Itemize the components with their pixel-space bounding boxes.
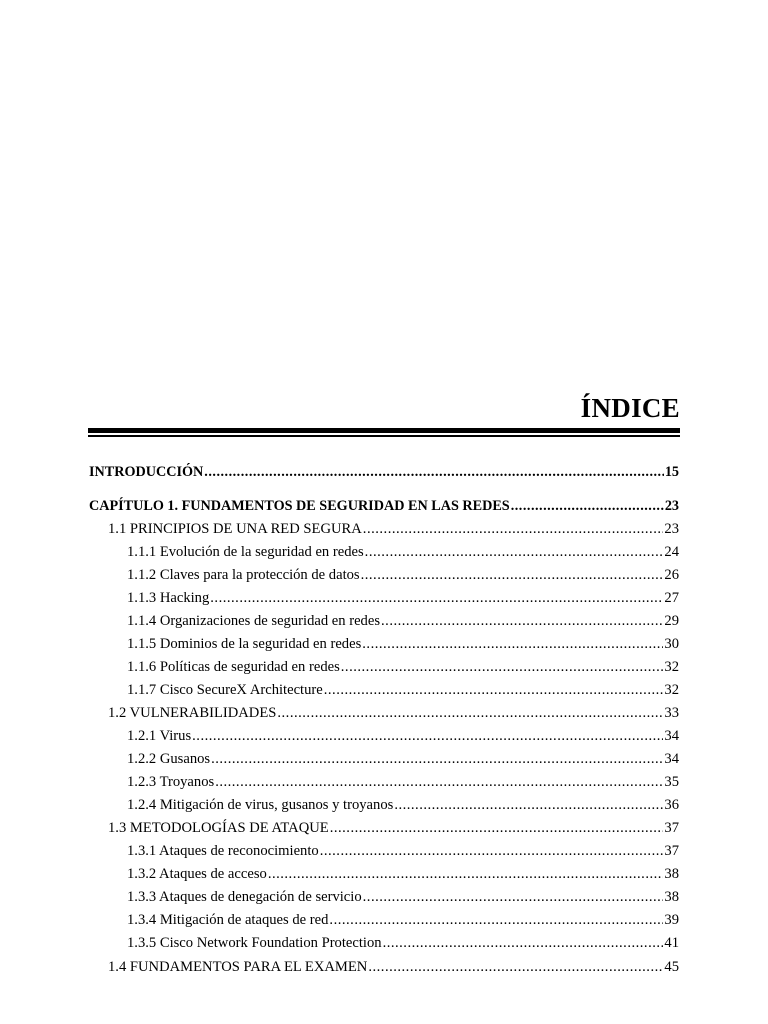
toc-entry-1-2[interactable] <box>108 702 679 724</box>
toc-entry-title: 1.2.1 Virus <box>127 728 192 744</box>
toc-entry-title: 1.2.4 Mitigación de virus, gusanos y troyanos <box>127 797 394 813</box>
toc-entry-1-2-4[interactable] <box>127 794 679 816</box>
toc-entry-page: 29 <box>664 613 679 629</box>
toc-leader-dots <box>394 794 663 816</box>
toc-entry-title: 1.1.6 Políticas de seguridad en redes <box>127 659 340 675</box>
page-title: ÍNDICE <box>580 393 680 423</box>
toc-entry-title: 1.2.3 Troyanos <box>127 774 215 790</box>
toc-leader-dots <box>341 656 664 678</box>
toc-entry-page: 33 <box>664 705 679 721</box>
toc-entry-1-1-7[interactable] <box>127 679 679 701</box>
toc-entry-title: 1.1.4 Organizaciones de seguridad en redes <box>127 613 381 629</box>
toc-entry-title: 1.3.1 Ataques de reconocimiento <box>127 843 319 859</box>
toc-entry-page: 15 <box>664 464 679 480</box>
toc-entry-page: 41 <box>664 935 679 951</box>
toc-entry-1-1-4[interactable] <box>127 610 679 632</box>
toc-entry-title: INTRODUCCIÓN <box>89 464 204 480</box>
toc-leader-dots <box>381 610 663 632</box>
toc-leader-dots <box>368 956 663 978</box>
toc-entry-1-1-6[interactable] <box>127 656 679 678</box>
toc-entry-page: 45 <box>664 959 679 975</box>
toc-entry-title: 1.3.3 Ataques de denegación de servicio <box>127 889 362 905</box>
toc-entry-title: 1.3.4 Mitigación de ataques de red <box>127 912 329 928</box>
toc-entry-page: 23 <box>664 498 679 514</box>
toc-entry-title: 1.1.3 Hacking <box>127 590 210 606</box>
toc-entry-page: 24 <box>664 544 679 560</box>
toc-leader-dots <box>268 863 664 885</box>
toc-entry-page: 32 <box>664 659 679 675</box>
toc-leader-dots <box>277 702 663 724</box>
toc-entry-page: 32 <box>664 682 679 698</box>
toc-entry-1-2-2[interactable] <box>127 748 679 770</box>
toc-entry-1-2-3[interactable] <box>127 771 679 793</box>
toc-entry-1-2-1[interactable] <box>127 725 679 747</box>
toc-entry-title: 1.4 FUNDAMENTOS PARA EL EXAMEN <box>108 959 368 975</box>
toc-entry-title: 1.1.7 Cisco SecureX Architecture <box>127 682 323 698</box>
toc-entry-page: 37 <box>664 843 679 859</box>
toc-entry-title: 1.1.2 Claves para la protección de datos <box>127 567 360 583</box>
toc-entry-page: 27 <box>664 590 679 606</box>
toc-entry-capitulo-1[interactable] <box>89 495 679 517</box>
toc-leader-dots <box>192 725 663 747</box>
toc-entry-title: 1.3.2 Ataques de acceso <box>127 866 267 882</box>
toc-leader-dots <box>383 932 664 954</box>
toc-entry-1-3-5[interactable] <box>127 932 679 954</box>
toc-entry-title: 1.1.1 Evolución de la seguridad en redes <box>127 544 364 560</box>
toc-entry-page: 37 <box>664 820 679 836</box>
toc-entry-1-1-3[interactable] <box>127 587 679 609</box>
toc-entry-1-1-1[interactable] <box>127 541 679 563</box>
toc-entry-title: CAPÍTULO 1. FUNDAMENTOS DE SEGURIDAD EN LAS REDES <box>89 498 510 514</box>
toc-entry-1-1-2[interactable] <box>127 564 679 586</box>
toc-entry-title: 1.3.5 Cisco Network Foundation Protection <box>127 935 382 951</box>
toc-entry-title: 1.3 METODOLOGÍAS DE ATAQUE <box>108 820 329 836</box>
toc-leader-dots <box>511 495 664 517</box>
toc-entry-page: 26 <box>664 567 679 583</box>
toc-entry-title: 1.1 PRINCIPIOS DE UNA RED SEGURA <box>108 521 362 537</box>
toc-entry-1-4[interactable] <box>108 956 679 978</box>
toc-leader-dots <box>210 587 663 609</box>
toc-entry-page: 38 <box>664 866 679 882</box>
toc-entry-1-3-1[interactable] <box>127 840 679 862</box>
toc-leader-dots <box>320 840 664 862</box>
toc-entry-1-1-5[interactable] <box>127 633 679 655</box>
toc-entry-1-3-2[interactable] <box>127 863 679 885</box>
toc-leader-dots <box>215 771 663 793</box>
toc-leader-dots <box>361 564 664 586</box>
toc-leader-dots <box>363 886 664 908</box>
toc-entry-page: 38 <box>664 889 679 905</box>
toc-entry-page: 34 <box>664 751 679 767</box>
toc-entry-introduccion[interactable] <box>89 461 679 483</box>
toc-leader-dots <box>363 518 664 540</box>
toc-leader-dots <box>324 679 664 701</box>
toc-entry-page: 39 <box>664 912 679 928</box>
toc-entry-1-3-3[interactable] <box>127 886 679 908</box>
toc-entry-page: 36 <box>664 797 679 813</box>
toc-entry-page: 23 <box>664 521 679 537</box>
toc-leader-dots <box>330 817 664 839</box>
toc-entry-page: 35 <box>664 774 679 790</box>
toc-entry-1-3[interactable] <box>108 817 679 839</box>
toc-entry-title: 1.2.2 Gusanos <box>127 751 211 767</box>
toc-entry-1-1[interactable] <box>108 518 679 540</box>
toc-leader-dots <box>204 461 664 483</box>
toc-leader-dots <box>329 909 663 931</box>
toc-leader-dots <box>362 633 663 655</box>
toc-entry-title: 1.1.5 Dominios de la seguridad en redes <box>127 636 362 652</box>
toc-leader-dots <box>365 541 664 563</box>
toc-entry-title: 1.2 VULNERABILIDADES <box>108 705 277 721</box>
toc-leader-dots <box>211 748 663 770</box>
toc-entry-1-3-4[interactable] <box>127 909 679 931</box>
toc-entry-page: 30 <box>664 636 679 652</box>
toc-entry-page: 34 <box>664 728 679 744</box>
